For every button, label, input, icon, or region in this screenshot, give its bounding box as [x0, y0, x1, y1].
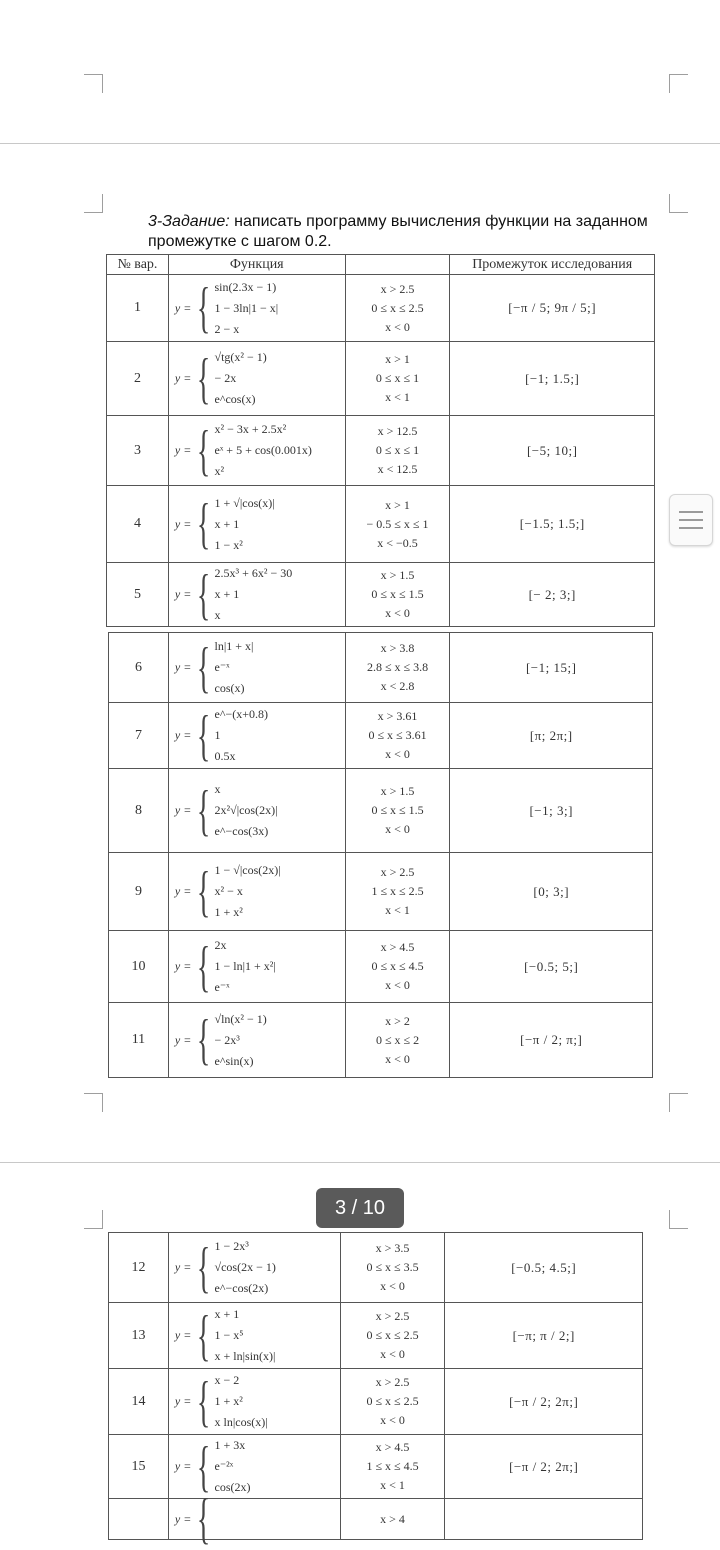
y-equals: y =: [174, 803, 192, 817]
condition: 0 ≤ x ≤ 1.5: [371, 587, 424, 601]
interval-cell: [−0.5; 4.5;]: [445, 1233, 643, 1303]
condition: x < 12.5: [377, 462, 418, 476]
functions-table-page2: [108, 1232, 643, 1550]
condition-cell: [345, 633, 450, 703]
function-case: − 2x: [214, 371, 237, 385]
y-equals: y =: [174, 1511, 192, 1526]
condition: 0 ≤ x ≤ 3.5: [366, 1260, 419, 1274]
condition-cell: [345, 486, 450, 563]
table-header-row: [107, 255, 655, 275]
page-corner-mark: [84, 1210, 103, 1229]
page-separator: [0, 143, 720, 144]
condition: 0 ≤ x ≤ 2: [375, 1032, 420, 1047]
variant-number: 9: [109, 853, 169, 931]
condition: x < 0: [385, 606, 410, 620]
table-row: [109, 1003, 653, 1078]
table-row: [107, 342, 655, 416]
table-row: [109, 853, 653, 931]
condition: − 0.5 ≤ x ≤ 1: [366, 516, 429, 531]
condition: 1 ≤ x ≤ 2.5: [371, 884, 424, 898]
variant-number: 4: [107, 486, 169, 563]
condition-cell: [345, 342, 450, 416]
function-cell: [168, 853, 345, 931]
variant-number: [109, 1499, 169, 1540]
function-case: x + 1: [214, 516, 240, 531]
function-case: x ln|cos(x)|: [214, 1415, 268, 1429]
condition: x < 0: [380, 1279, 405, 1293]
function-case: 2x: [214, 938, 227, 952]
function-case: x² − 3x + 2.5x²: [214, 422, 287, 436]
condition-cell: [345, 563, 450, 627]
function-case: ln|1 + x|: [214, 639, 254, 653]
interval-cell: [−1; 3;]: [450, 769, 653, 853]
table-row: [109, 633, 653, 703]
variant-number: 3: [107, 416, 169, 486]
function-cell: [168, 1369, 340, 1435]
y-equals: y =: [174, 1394, 192, 1408]
variant-number: 2: [107, 342, 169, 416]
function-case: e^−cos(2x): [214, 1281, 269, 1295]
interval-cell: [−π / 2; π;]: [450, 1003, 653, 1078]
function-case: 1 − 2x³: [214, 1239, 249, 1253]
table-row: [109, 703, 653, 769]
task-intro: [104, 212, 664, 252]
page-separator: [0, 1162, 720, 1163]
left-brace-icon: {: [197, 859, 211, 923]
table-row: [109, 769, 653, 853]
y-equals: y =: [174, 728, 192, 742]
function-case: e^−cos(3x): [214, 824, 269, 838]
function-case: x² − x: [214, 884, 243, 898]
function-case: cos(x): [214, 681, 245, 695]
function-case: 1: [214, 728, 221, 742]
left-brace-icon: {: [197, 1303, 211, 1367]
y-equals: y =: [174, 1459, 192, 1473]
page-corner-mark: [669, 194, 688, 213]
function-case: x − 2: [214, 1373, 240, 1387]
condition: x < 0: [380, 1413, 405, 1427]
table-row: [107, 486, 655, 563]
condition: x < 0: [385, 747, 410, 761]
condition: x > 2.5: [380, 865, 415, 879]
function-case: 1 + 3x: [214, 1438, 246, 1452]
function-cell: [168, 1303, 340, 1369]
task-title: 3-Задание:: [148, 213, 230, 230]
functions-table: [106, 254, 655, 627]
task-text: написать программу вычисления функции на заданном промежутке с шагом 0.2.: [148, 213, 648, 250]
left-brace-icon: {: [197, 1235, 211, 1299]
page-corner-mark: [84, 1093, 103, 1112]
variant-number: 8: [109, 769, 169, 853]
function-case: x: [214, 782, 221, 796]
table-row: [109, 1435, 643, 1499]
left-brace-icon: {: [197, 635, 211, 699]
condition: x < −0.5: [377, 535, 418, 550]
table-row: [109, 1233, 643, 1303]
function-cell: [168, 1003, 345, 1078]
table-row: [109, 1499, 643, 1540]
function-case: x + 1: [214, 1307, 240, 1321]
function-case: √tg(x² − 1): [214, 350, 267, 364]
condition-cell: [345, 275, 450, 342]
condition-cell: [345, 853, 450, 931]
function-case: x: [214, 608, 221, 622]
function-cell: [168, 1233, 340, 1303]
function-case: e⁻ˣ: [214, 660, 230, 674]
page-corner-mark: [84, 194, 103, 213]
left-brace-icon: {: [197, 934, 211, 998]
condition: x < 0: [385, 1051, 410, 1066]
page-corner-mark: [84, 74, 103, 93]
page-indicator: 3 / 10: [316, 1188, 404, 1228]
variant-number: 7: [109, 703, 169, 769]
condition-cell: [340, 1499, 445, 1540]
left-brace-icon: {: [197, 562, 211, 626]
interval-cell: [π; 2π;]: [450, 703, 653, 769]
condition: x < 2.8: [380, 679, 415, 693]
variant-number: 12: [109, 1233, 169, 1303]
function-cell: [168, 342, 345, 416]
condition: 0 ≤ x ≤ 2.5: [371, 300, 424, 315]
function-cell: [168, 769, 345, 853]
condition-cell: [345, 1003, 450, 1078]
condition: 0 ≤ x ≤ 1.5: [371, 803, 424, 817]
y-equals: y =: [174, 1032, 192, 1047]
variant-number: 14: [109, 1369, 169, 1435]
condition: x < 0: [385, 319, 410, 334]
functions-table-continued: [108, 632, 653, 1078]
condition: x < 1: [385, 903, 410, 917]
function-case: 1 − 3ln|1 − x|: [214, 300, 279, 315]
condition: 2.8 ≤ x ≤ 3.8: [366, 660, 429, 674]
y-equals: y =: [174, 959, 192, 973]
col-header-variant: № вар.: [107, 255, 169, 275]
y-equals: y =: [174, 660, 192, 674]
col-header-condition: [345, 255, 450, 275]
function-case: 1 − √|cos(2x)|: [214, 863, 281, 877]
function-case: 1 + x²: [214, 905, 243, 919]
condition: 0 ≤ x ≤ 2.5: [366, 1328, 419, 1342]
condition: 0 ≤ x ≤ 2.5: [366, 1394, 419, 1408]
y-equals: y =: [174, 1328, 192, 1342]
condition: x > 4: [380, 1511, 405, 1526]
variant-number: 6: [109, 633, 169, 703]
condition: x > 12.5: [377, 424, 418, 438]
left-brace-icon: {: [197, 1369, 211, 1433]
function-case: 2x²√|cos(2x)|: [214, 803, 278, 817]
y-equals: y =: [174, 371, 192, 385]
left-brace-icon: {: [197, 418, 211, 482]
interval-cell: [− 2; 3;]: [450, 563, 655, 627]
condition-cell: [340, 1369, 445, 1435]
condition: x > 1: [385, 352, 410, 366]
condition: 0 ≤ x ≤ 3.61: [368, 728, 427, 742]
y-equals: y =: [174, 1260, 192, 1274]
page-corner-mark: [669, 1093, 688, 1112]
function-case: 2.5x³ + 6x² − 30: [214, 566, 293, 580]
y-equals: y =: [174, 516, 192, 531]
condition: x > 4.5: [380, 940, 415, 954]
condition: x > 1.5: [380, 784, 415, 798]
condition: x > 2.5: [375, 1375, 410, 1389]
function-cell: [168, 633, 345, 703]
condition-cell: [340, 1233, 445, 1303]
condition-cell: [340, 1303, 445, 1369]
condition: x < 0: [385, 822, 410, 836]
scroll-handle[interactable]: [669, 494, 713, 546]
col-header-function: Функция: [168, 255, 345, 275]
function-case: 0.5x: [214, 749, 236, 763]
function-cell: [168, 563, 345, 627]
function-case: x²: [214, 464, 225, 478]
function-case: x + ln|sin(x)|: [214, 1349, 276, 1363]
interval-cell: [445, 1499, 643, 1540]
condition: x > 3.61: [377, 709, 418, 723]
condition: x > 4.5: [375, 1440, 410, 1454]
variant-number: 1: [107, 275, 169, 342]
condition: x < 0: [385, 978, 410, 992]
function-case: − 2x³: [214, 1032, 240, 1047]
function-case: 1 − x⁵: [214, 1328, 244, 1342]
condition-cell: [345, 703, 450, 769]
function-cell: [168, 275, 345, 342]
left-brace-icon: {: [197, 275, 211, 339]
condition: x > 2.5: [380, 281, 415, 296]
left-brace-icon: {: [197, 1486, 211, 1550]
table-row: [109, 1369, 643, 1435]
function-case: 1 + √|cos(x)|: [214, 495, 275, 510]
function-cell: [168, 931, 345, 1003]
variant-number: 10: [109, 931, 169, 1003]
condition-cell: [345, 931, 450, 1003]
interval-cell: [−π / 5; 9π / 5;]: [450, 275, 655, 342]
left-brace-icon: {: [197, 491, 211, 555]
page-corner-mark: [669, 74, 688, 93]
interval-cell: [−0.5; 5;]: [450, 931, 653, 1003]
condition: x > 1.5: [380, 568, 415, 582]
left-brace-icon: {: [197, 1007, 211, 1071]
function-case: eˣ + 5 + cos(0.001x): [214, 443, 312, 457]
function-case: 1 − ln|1 + x²|: [214, 959, 276, 973]
condition: x > 1: [385, 497, 410, 512]
interval-cell: [−π; π / 2;]: [445, 1303, 643, 1369]
condition: x > 3.8: [380, 641, 415, 655]
condition: 0 ≤ x ≤ 4.5: [371, 959, 424, 973]
condition-cell: [345, 769, 450, 853]
condition-cell: [340, 1435, 445, 1499]
table-row: [109, 1303, 643, 1369]
function-cell: [168, 416, 345, 486]
condition: 0 ≤ x ≤ 1: [375, 443, 420, 457]
condition: 0 ≤ x ≤ 1: [375, 371, 420, 385]
interval-cell: [−1; 15;]: [450, 633, 653, 703]
interval-cell: [0; 3;]: [450, 853, 653, 931]
function-case: e⁻²ˣ: [214, 1459, 234, 1473]
page-corner-mark: [669, 1210, 688, 1229]
condition: x < 0: [380, 1347, 405, 1361]
function-case: e⁻ˣ: [214, 980, 230, 994]
interval-cell: [−1; 1.5;]: [450, 342, 655, 416]
variant-number: 13: [109, 1303, 169, 1369]
left-brace-icon: {: [197, 1434, 211, 1498]
function-case: √cos(2x − 1): [214, 1260, 276, 1274]
condition: 1 ≤ x ≤ 4.5: [366, 1459, 419, 1473]
function-case: cos(2x): [214, 1480, 251, 1494]
condition: x > 2.5: [375, 1309, 410, 1323]
function-cell: [168, 1435, 340, 1499]
function-case: e^sin(x): [214, 1053, 254, 1068]
interval-cell: [−π / 2; 2π;]: [445, 1369, 643, 1435]
y-equals: y =: [174, 884, 192, 898]
condition: x > 2: [385, 1013, 410, 1028]
table-row: [109, 931, 653, 1003]
function-cell: [168, 486, 345, 563]
interval-cell: [−5; 10;]: [450, 416, 655, 486]
condition: x > 3.5: [375, 1241, 410, 1255]
y-equals: y =: [174, 443, 192, 457]
left-brace-icon: {: [197, 703, 211, 767]
y-equals: y =: [174, 587, 192, 601]
condition: x < 1: [385, 390, 410, 404]
variant-number: 15: [109, 1435, 169, 1499]
function-case: sin(2.3x − 1): [214, 279, 277, 294]
function-case: √ln(x² − 1): [214, 1011, 267, 1026]
variant-number: 5: [107, 563, 169, 627]
left-brace-icon: {: [197, 778, 211, 842]
function-cell: [168, 703, 345, 769]
variant-number: 11: [109, 1003, 169, 1078]
interval-cell: [−1.5; 1.5;]: [450, 486, 655, 563]
table-row: [107, 275, 655, 342]
interval-cell: [−π / 2; 2π;]: [445, 1435, 643, 1499]
condition: x < 1: [380, 1478, 405, 1492]
condition-cell: [345, 416, 450, 486]
left-brace-icon: {: [197, 346, 211, 410]
function-case: e^−(x+0.8): [214, 707, 268, 721]
table-row: [107, 563, 655, 627]
y-equals: y =: [174, 300, 192, 315]
function-case: x + 1: [214, 587, 240, 601]
function-case: 2 − x: [214, 321, 240, 336]
function-case: e^cos(x): [214, 392, 256, 406]
table-row: [107, 416, 655, 486]
function-case: 1 + x²: [214, 1394, 243, 1408]
function-case: 1 − x²: [214, 537, 243, 552]
col-header-interval: Промежуток исследования: [450, 255, 655, 275]
